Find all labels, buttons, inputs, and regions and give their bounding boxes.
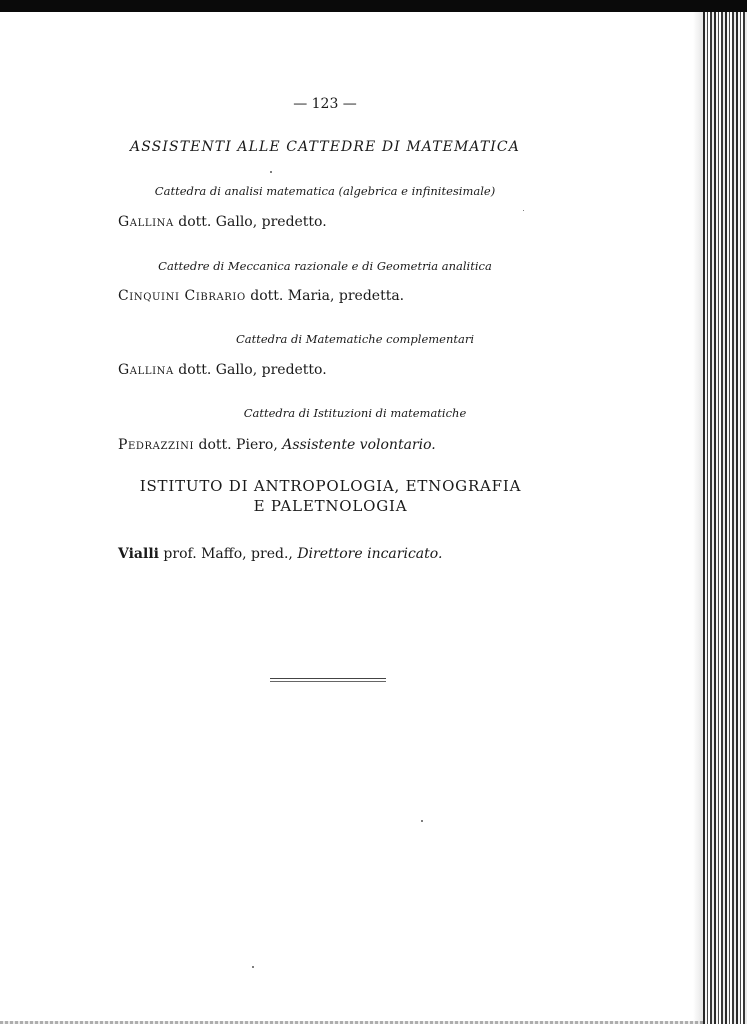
assistant-details: dott. Gallo, predetto. [178,214,327,230]
director-details: prof. Maffo, pred., [163,546,293,562]
scan-speck [270,171,272,173]
assistant-details: dott. Piero, [198,437,278,453]
scan-top-border [0,0,747,12]
page-number: — 123 — [293,96,357,112]
section-divider-rule [270,678,386,682]
assistant-surname: Cinquini Cibrario [118,288,246,304]
assistant-entry-gallina-1 [118,214,327,230]
assistant-role: Assistente volontario. [282,437,436,453]
assistant-surname: Pedrazzini [118,437,195,453]
divider-line-bottom [270,681,386,682]
chair-title-meccanica: Cattedre di Meccanica razionale e di Geometria analitica [158,259,492,273]
assistant-surname: Gallina [118,362,174,378]
director-surname: Vialli [118,546,159,562]
institute-heading-line-1: ISTITUTO DI ANTROPOLOGIA, ETNOGRAFIA [139,477,522,495]
page-gutter-shadow [693,12,703,1024]
assistant-entry-pedrazzini [118,437,436,453]
director-role: Direttore incaricato. [297,546,443,562]
assistant-entry-gallina-2 [118,362,327,378]
section-heading: ASSISTENTI ALLE CATTEDRE DI MATEMATICA [130,139,520,155]
director-entry-vialli [118,546,442,562]
document-page [0,12,693,1024]
divider-line-top [270,678,386,679]
institute-heading [118,476,543,516]
scan-speck [252,966,254,968]
assistant-details: dott. Gallo, predetto. [178,362,327,378]
chair-title-complementari: Cattedra di Matematiche complementari [235,332,475,346]
chair-title-analisi: Cattedra di analisi matematica (algebrica e infinitesimale) [154,184,496,198]
institute-heading-line-2: E PALETNOLOGIA [253,497,408,515]
assistant-surname: Gallina [118,214,174,230]
book-page-edges [703,12,747,1024]
chair-title-istituzioni: Cattedra di Istituzioni di matematiche [243,406,467,420]
scan-speck [523,210,524,211]
assistant-entry-cinquini-cibrario [118,288,404,304]
assistant-details: dott. Maria, predetta. [250,288,405,304]
scan-speck [421,820,423,822]
